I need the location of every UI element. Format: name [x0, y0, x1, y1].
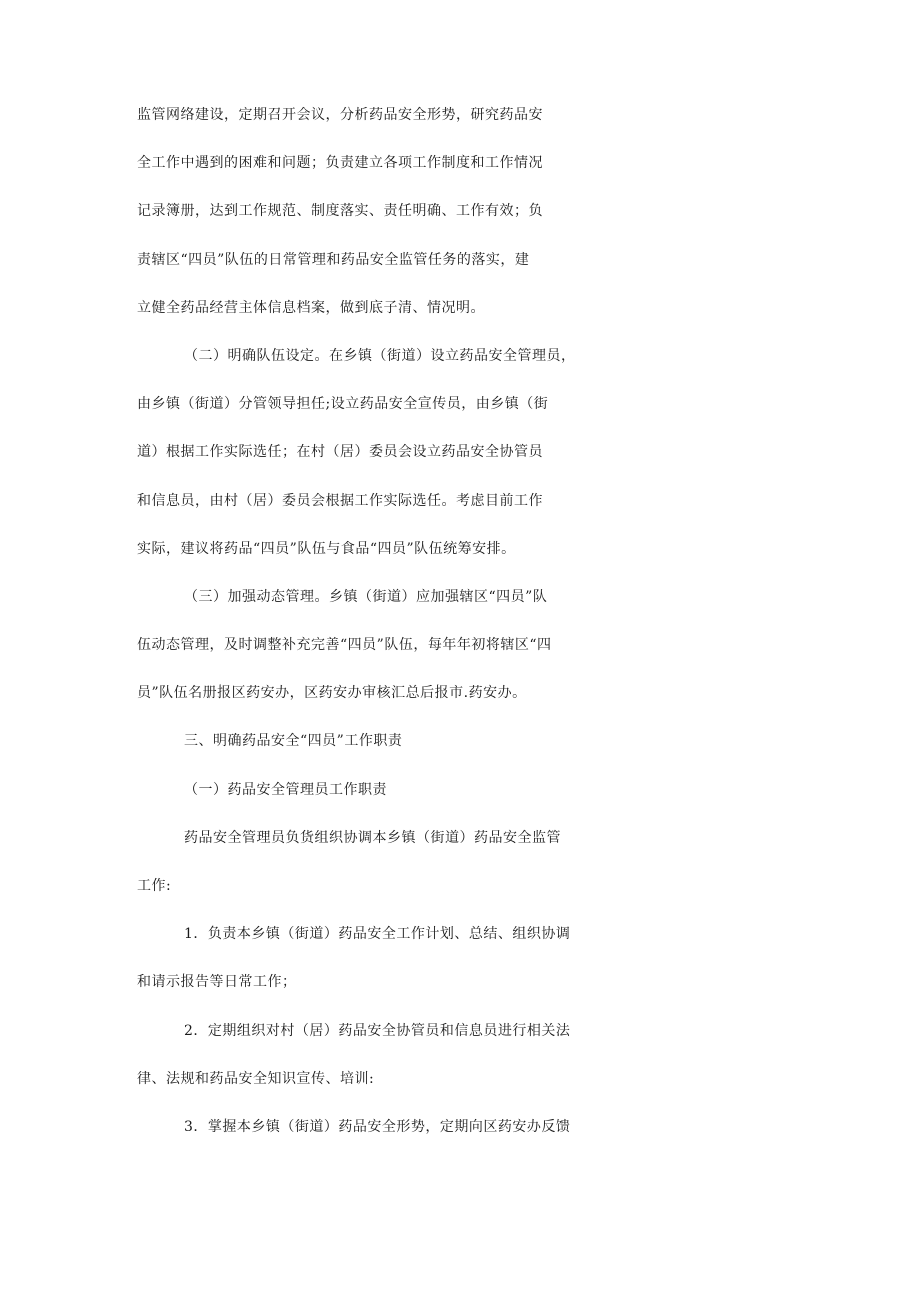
text-line: 工作: [137, 878, 172, 894]
text-line: 责辖区“四员”队伍的日常管理和药品安全监管任务的落实，建 [137, 251, 530, 268]
text-line: 1．负责本乡镇（街道）药品安全工作计划、总结、组织协调 [184, 926, 571, 943]
text-line: 伍动态管理，及时调整补充完善“四员”队伍，每年年初将辖区“四 [137, 637, 552, 654]
text-line: 道）根据工作实际选任；在村（居）委员会设立药品安全协管员 [137, 444, 543, 461]
text-line: 全工作中遇到的困难和问题；负责建立各项工作制度和工作情况 [137, 155, 543, 172]
text-line: 监管网络建设，定期召开会议，分析药品安全形势，研究药品安 [137, 107, 543, 123]
text-line: 药品安全管理员负货组织协调本乡镇（街道）药品安全监管 [184, 829, 561, 846]
text-line: 实际，建议将药品“四员”队伍与食品“四员”队伍统筹安排。 [137, 540, 516, 557]
text-line: （三）加强动态管理。乡镇（街道）应加强辖区“四员”队 [184, 588, 548, 605]
text-line: 员”队伍名册报区药安办，区药安办审核汇总后报市.药安办。 [137, 685, 527, 702]
text-line: 记录簿册，达到工作规范、制度落实、责任明确、工作有效；负 [137, 203, 543, 220]
text-line: 和信息员，由村（居）委员会根据工作实际选任。考虑目前工作 [137, 492, 543, 509]
text-line: 3．掌握本乡镇（街道）药品安全形势，定期向区药安办反馈 [184, 1118, 571, 1135]
text-line: 立健全药品经营主体信息档案，做到底子清、情况明。 [137, 299, 485, 316]
document-body [137, 91, 920, 1151]
text-line: （一）药品安全管理员工作职责 [184, 781, 387, 798]
text-line: 2．定期组织对村（居）药品安全协管员和信息员进行相关法 [184, 1022, 571, 1039]
text-line: 由乡镇（街道）分管领导担任;设立药品安全宣传员，由乡镇（街 [137, 396, 549, 413]
text-line: 律、法规和药品安全知识宣传、培训: [137, 1070, 375, 1087]
text-line: 和请示报告等日常工作； [137, 974, 297, 991]
text-line: 三、明确药品安全“四员”工作职责 [184, 733, 403, 750]
text-line: （二）明确队伍设定。在乡镇（街道）设立药品安全管理员， [184, 347, 576, 364]
